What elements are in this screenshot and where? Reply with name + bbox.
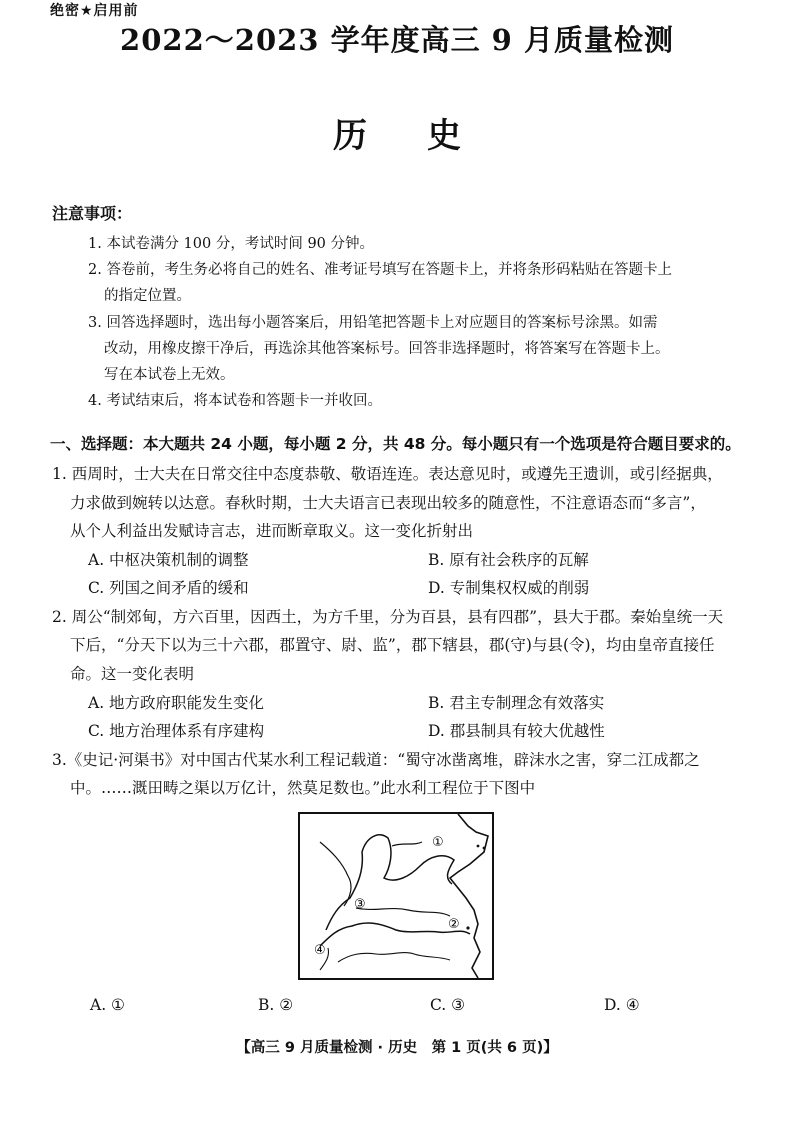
note-item-3-cont: 改动，用橡皮擦干净后，再选涂其他答案标号。回答非选择题时，将答案写在答题卡上。 [104,341,670,357]
q1-option-d[interactable]: D. 专制集权权威的削弱 [428,579,590,597]
map-marker-1: ① [432,835,444,850]
page-footer: 【高三 9 月质量检测 · 历史 第 1 页(共 6 页)】 [236,1040,558,1056]
q3-option-b[interactable]: B. ② [258,996,294,1014]
q2-option-a[interactable]: A. 地方政府职能发生变化 [88,694,265,712]
q2-line-3: 命。这一变化表明 [70,665,195,683]
q2-option-d[interactable]: D. 郡县制具有较大优越性 [428,722,605,740]
subject-title: 历史 [333,116,521,156]
q3-option-d[interactable]: D. ④ [604,996,640,1014]
map-marker-3: ③ [354,897,366,912]
q3-line-1: 3.《史记·河渠书》对中国古代某水利工程记载道：“蜀守冰凿离堆，辟沫水之害，穿二江成都之 [52,751,700,769]
note-item-2: 2. 答卷前，考生务必将自己的姓名、准考证号填写在答题卡上，并将条形码粘贴在答题卡上 [88,262,672,278]
note-item-4: 4. 考试结束后，将本试卷和答题卡一并收回。 [88,393,382,409]
note-item-2-cont: 的指定位置。 [104,288,191,304]
note-item-3-cont2: 写在本试卷上无效。 [104,367,235,383]
q2-option-b[interactable]: B. 君主专制理念有效落实 [428,694,605,712]
section-heading: 一、选择题：本大题共 24 小题，每小题 2 分，共 48 分。每小题只有一个选项是符合题目要求的。 [50,435,741,453]
q2-line-2: 下后，“分天下以为三十六郡，郡置守、尉、监”，郡下辖县，郡(守)与县(令)，均由皇帝直接任 [70,636,715,654]
secret-label: 绝密★启用前 [50,3,139,19]
q1-option-b[interactable]: B. 原有社会秩序的瓦解 [428,551,589,569]
q3-option-c[interactable]: C. ③ [430,996,466,1014]
china-river-map [298,812,494,980]
q2-option-c[interactable]: C. 地方治理体系有序建构 [88,722,265,740]
notes-heading: 注意事项： [52,204,133,223]
q1-line-2: 力求做到婉转以达意。春秋时期，士大夫语言已表现出较多的随意性，不注意语态而“多言”， [70,494,706,512]
note-item-3: 3. 回答选择题时，选出每小题答案后，用铅笔把答题卡上对应题目的答案标号涂黑。如需 [88,315,658,331]
exam-title: 2022～2023 学年度高三 9 月质量检测 [120,23,674,57]
note-item-1: 1. 本试卷满分 100 分，考试时间 90 分钟。 [88,236,375,252]
q1-option-c[interactable]: C. 列国之间矛盾的缓和 [88,579,249,597]
q1-line-3: 从个人利益出发赋诗言志，进而断章取义。这一变化折射出 [70,522,474,540]
q3-option-a[interactable]: A. ① [90,996,125,1014]
q3-line-2: 中。……溉田畴之渠以万亿计，然莫足数也。”此水利工程位于下图中 [70,779,536,797]
map-marker-4: ④ [314,943,326,958]
map-marker-2: ② [448,917,460,932]
q1-line-1: 1. 西周时，士大夫在日常交往中态度恭敬、敬语连连。表达意见时，或遵先王遗训，或引经据典， [52,465,723,483]
q2-line-1: 2. 周公“制郊甸，方六百里，因西土，为方千里，分为百县，县有四郡”，县大于郡。秦始皇统一天 [52,608,724,626]
q1-option-a[interactable]: A. 中枢决策机制的调整 [88,551,249,569]
